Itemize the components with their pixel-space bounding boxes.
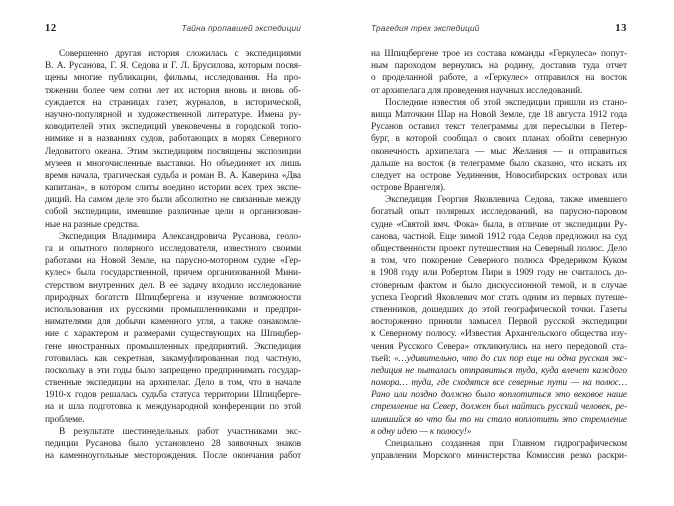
page-number: 13 (615, 23, 627, 34)
text-line: дальше на восток (в телеграмме было сказано, что искать их (371, 158, 627, 169)
left-page-header (45, 23, 301, 48)
text-line: педиции Русанова было установлено 28 заявочных знаков (45, 439, 301, 449)
text-line: Ледовитого океана. Этим экспедициям посвящены экспозиции (45, 146, 301, 157)
text-line: в том, что покорение Северного полюса Фредериком Куком (371, 256, 627, 267)
text-line: В. А. Русанова, Г. Я. Седова и Г. Л. Брусилова, которым посвя- (45, 61, 301, 72)
page-body (45, 48, 301, 462)
text-line: гене иностранных промышленных предприятий. Экспедиция (45, 341, 301, 352)
text-line: кулес» была государственной, причем организованной Мини- (45, 268, 301, 279)
text-line: общественности проект путешествия на Северный полюс. Дело (371, 244, 627, 254)
text-line: готовилась как секретная, закамуфлированная под частную, (45, 353, 301, 364)
text-line: судне «Святой вмч. Фока» была, в отличие от экспедиции Ру- (371, 219, 627, 230)
text-line: стремление на Север, должен был найтись русский человек, ре- (371, 402, 627, 413)
text-line: научно-популярной и художественной литературе. Имена ру- (45, 109, 301, 120)
text-line: вища Маточкин Шар на Новой Земле, где 18 августа 1912 года (371, 109, 627, 120)
text-line: ным пароходом вернулись на родину, доставив туда отчет (371, 61, 627, 72)
text-line: 1910-х годов решалась судьба статуса территории Шпицберге- (45, 390, 301, 401)
text-line: нимике и в названиях судов, работающих в морях Северного (45, 134, 301, 145)
text-line: санова, частной. Еще зимой 1912 года Седов предложил на суд (371, 231, 627, 242)
text-line: следует на острове Уединения, Новосибирских островах или (371, 170, 627, 181)
text-line: ние с характером и размерами существующих на Шпицбер- (45, 329, 301, 340)
text-line: о проделанной работе, а «Геркулес» отправился на восток (371, 73, 627, 84)
text-line: богатый опыт полярных исследований, на парусно-паровом (371, 207, 627, 218)
text-line: нимателями для добычи каменного угля, а также ознакомле- (45, 317, 301, 328)
text-line: оконечность архипелага — мыс Желания — и отправиться (371, 146, 627, 157)
text-line: управлении Морского министерства Комиссия резко раскри- (371, 451, 627, 462)
text-line: время начала, трагическая судьба и роман В. А. Каверина «Два (45, 170, 301, 181)
text-line: помора… туда, где сходятся все северные пути — на полюс… (371, 378, 627, 389)
text-line: суждается на страницах газет, журналов, в исторической, (45, 97, 301, 108)
text-line: собой экспедиции, имевшие различные цели и организован- (45, 207, 301, 218)
text-line: чения Русского Севера» откликнулись на него передовой ста- (371, 341, 627, 352)
text-line: Совершенно другая история сложилась с экспедициями (59, 49, 301, 59)
running-head: Тайна пропавшей экспедиции (181, 23, 301, 33)
text-line: тяжении более чем сотни лет их история вновь и вновь об- (45, 85, 301, 96)
text-line: природных богатств Шпицбергена и изучение возможности (45, 292, 301, 303)
text-line: на и шла подготовка к международной конференции по этой (45, 402, 301, 413)
text-line: Экспедиция Владимира Александровича Русанова, геоло- (59, 231, 301, 242)
text-line: успеха Георгий Яковлевич мог стать одним из первых путеше- (371, 292, 627, 303)
text-line: Экспедиция Георгия Яковлевича Седова, также имевшего (385, 195, 627, 206)
text-line: ственные экспедиции на архипелаг. Дело в том, что в начале (45, 378, 301, 389)
text-line: в одну идею — к полюсу!» (371, 426, 472, 437)
left-page (45, 23, 301, 462)
text-line: музеев и многочисленные выставки. Но объединяет их лишь (45, 158, 301, 169)
right-page-header (371, 23, 627, 48)
text-line: ководителей этих экспедиций увековечены в городской топо- (45, 122, 301, 133)
text-line: к Северному полюсу. «Известия Архангельского общества изу- (371, 329, 627, 340)
text-line: тьей: «…удивительно, что до сих пор еще ни одна русская экс- (371, 353, 627, 364)
text-line: Русанов оставил текст телеграммы для пересылки в Петер- (371, 122, 627, 133)
running-head: Трагедия трех экспедиций (371, 23, 480, 33)
text-line: га и опытного полярного исследователя, известного своими (45, 244, 301, 254)
text-line: проблеме. (45, 414, 85, 425)
text-line: стерством внутренних дел. В ее задачу входило исследование (45, 280, 301, 291)
text-line: бург, в которой сообщал о своих планах обойти северную (371, 134, 627, 145)
text-line: шившийся во что бы то ни стало воплотить это стремление (371, 414, 627, 425)
text-line: работами на Новой Земле, на парусно-моторном судне «Гер- (45, 256, 301, 267)
text-line: Рано или поздно должно было воплотиться это вековое наше (371, 390, 627, 401)
text-line: Специально созданная при Главном гидрографическом (385, 439, 627, 449)
text-line: диций. На самом деле это были абсолютно не связанные между (45, 195, 301, 206)
text-line: ные на разные средства. (45, 219, 140, 230)
text-line: использования их русскими промышленниками и предпри- (45, 304, 301, 315)
page-number: 12 (45, 23, 57, 34)
text-line: В результате шестинедельных работ участниками экс- (59, 426, 301, 437)
text-line: восторженно приняли замысел Первой русской экспедиции (371, 317, 627, 328)
text-line: Последние известия об этой экспедиции пришли из стано- (385, 97, 627, 108)
text-line: острове Врангеля). (371, 183, 446, 194)
text-line: на Шпицбергене трое из состава команды «Геркулеса» попут- (371, 49, 627, 59)
text-line: стоверным фактом и было дискуссионной темой, и в случае (371, 280, 627, 291)
text-line: поскольку в эти годы было запрещено предпринимать государ- (45, 365, 301, 376)
text-line: капитана», в котором слиты воедино истории всех трех экспе- (45, 183, 301, 194)
right-page (371, 23, 627, 462)
text-line: на каменноугольные месторождения. После окончания работ (45, 451, 301, 462)
text-line: от архипелага для проведения научных исследований. (371, 85, 583, 96)
text-line: ственников, дошедших до этой географической точки. Газеты (371, 304, 627, 315)
text-line: в 1908 году или Робертом Пири в 1909 году не считалось до- (371, 268, 627, 279)
page-body (371, 48, 627, 462)
text-line: щены многие публикации, фильмы, исследования. На про- (45, 73, 301, 84)
text-line: педиция не пыталась отправиться туда, куда влечет каждого (371, 365, 627, 376)
